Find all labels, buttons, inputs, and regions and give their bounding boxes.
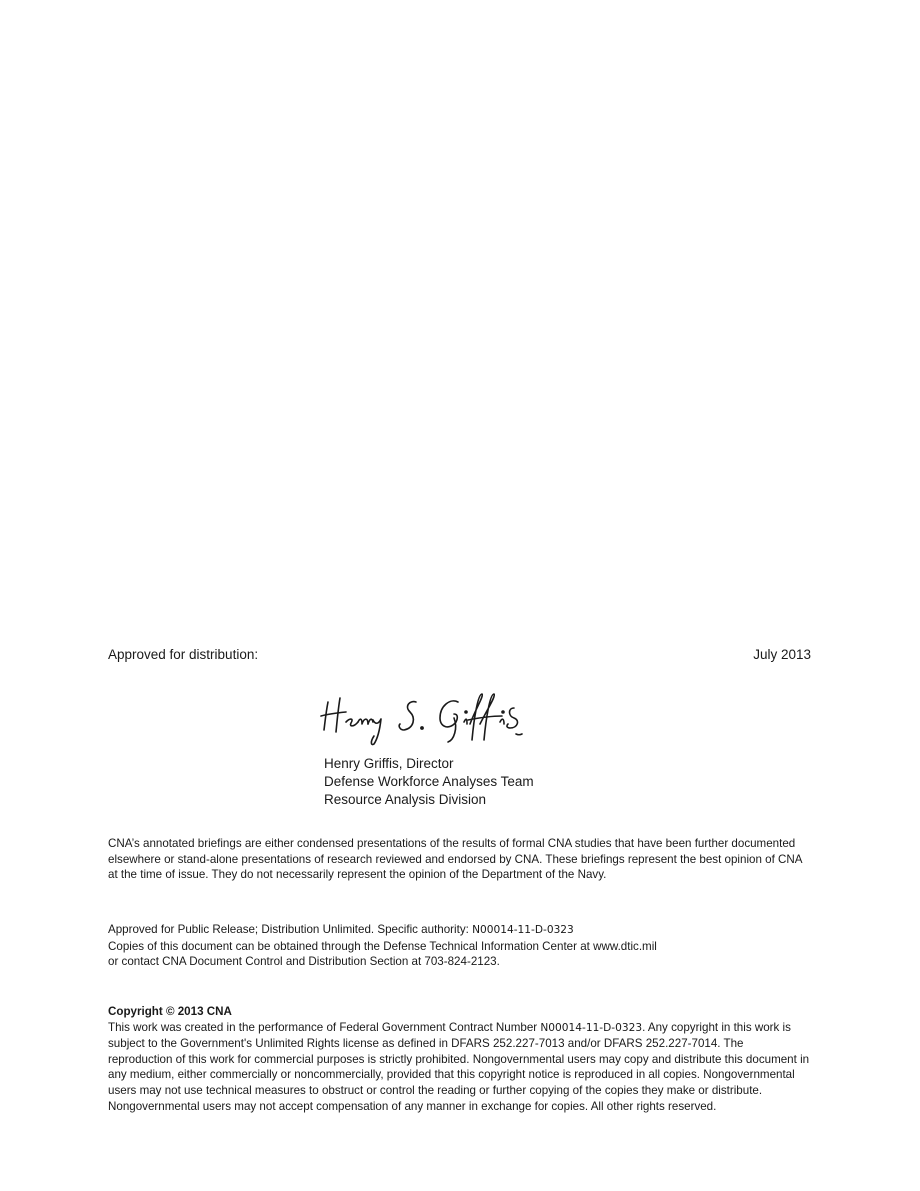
copyright-paragraph [108,1004,811,1114]
approval-row [108,647,811,662]
approval-label: Approved for distribution: [108,647,259,662]
signer-division: Resource Analysis Division [324,792,487,807]
copyright-text [108,1020,811,1115]
copyright-text-suffix: . Any copyright in this work is subject to the Government's Unlimited Rights license as defined in DFARS 252.227-7013 and/or DFARS 252.227-7014. The reproduction of this work for commercial purposes is strictly prohibited. Nongovernmental users may copy and distribute this document in any medium, either commercially or noncommercially, provided that this copyright notice is reproduced in all copies. Nongovernmental users may not use technical measures to obstruct or control the reading or further copying of the copies they make or distribute. Nongovernmental users may not accept compensation of any manner in exchange for copies. All other rights reserved. [108,1020,810,1113]
release-authority-code: N00014-11-D-0323 [472,924,574,936]
disclaimer-paragraph: CNA’s annotated briefings are either condensed presentations of the results of formal CNA studies that have been further documented elsewhere or stand-alone presentations of research reviewed and endorsed by CNA. These briefings represent the best opinion of CNA at the time of issue. They do not necessarily represent the opinion of the Department of the Navy. [108,837,802,882]
signer-block [324,755,534,809]
signer-name-title: Henry Griffis, Director [324,756,454,771]
release-line-1 [108,922,811,939]
release-authority-prefix: Approved for Public Release; Distribution Unlimited. Specific authority: [108,923,473,936]
copyright-text-prefix: This work was created in the performance of Federal Government Contract Number [108,1020,541,1034]
signer-team: Defense Workforce Analyses Team [324,774,534,789]
release-line-2: Copies of this document can be obtained through the Defense Technical Information Center at www.dtic.mil [108,939,657,953]
copyright-heading: Copyright © 2013 CNA [108,1005,232,1018]
handwritten-signature [318,688,548,748]
copyright-contract-code: N00014-11-D-0323 [540,1021,643,1034]
release-line-3: or contact CNA Document Control and Distribution Section at 703-824-2123. [108,955,500,969]
release-paragraph [108,922,811,970]
approval-date: July 2013 [753,647,811,662]
